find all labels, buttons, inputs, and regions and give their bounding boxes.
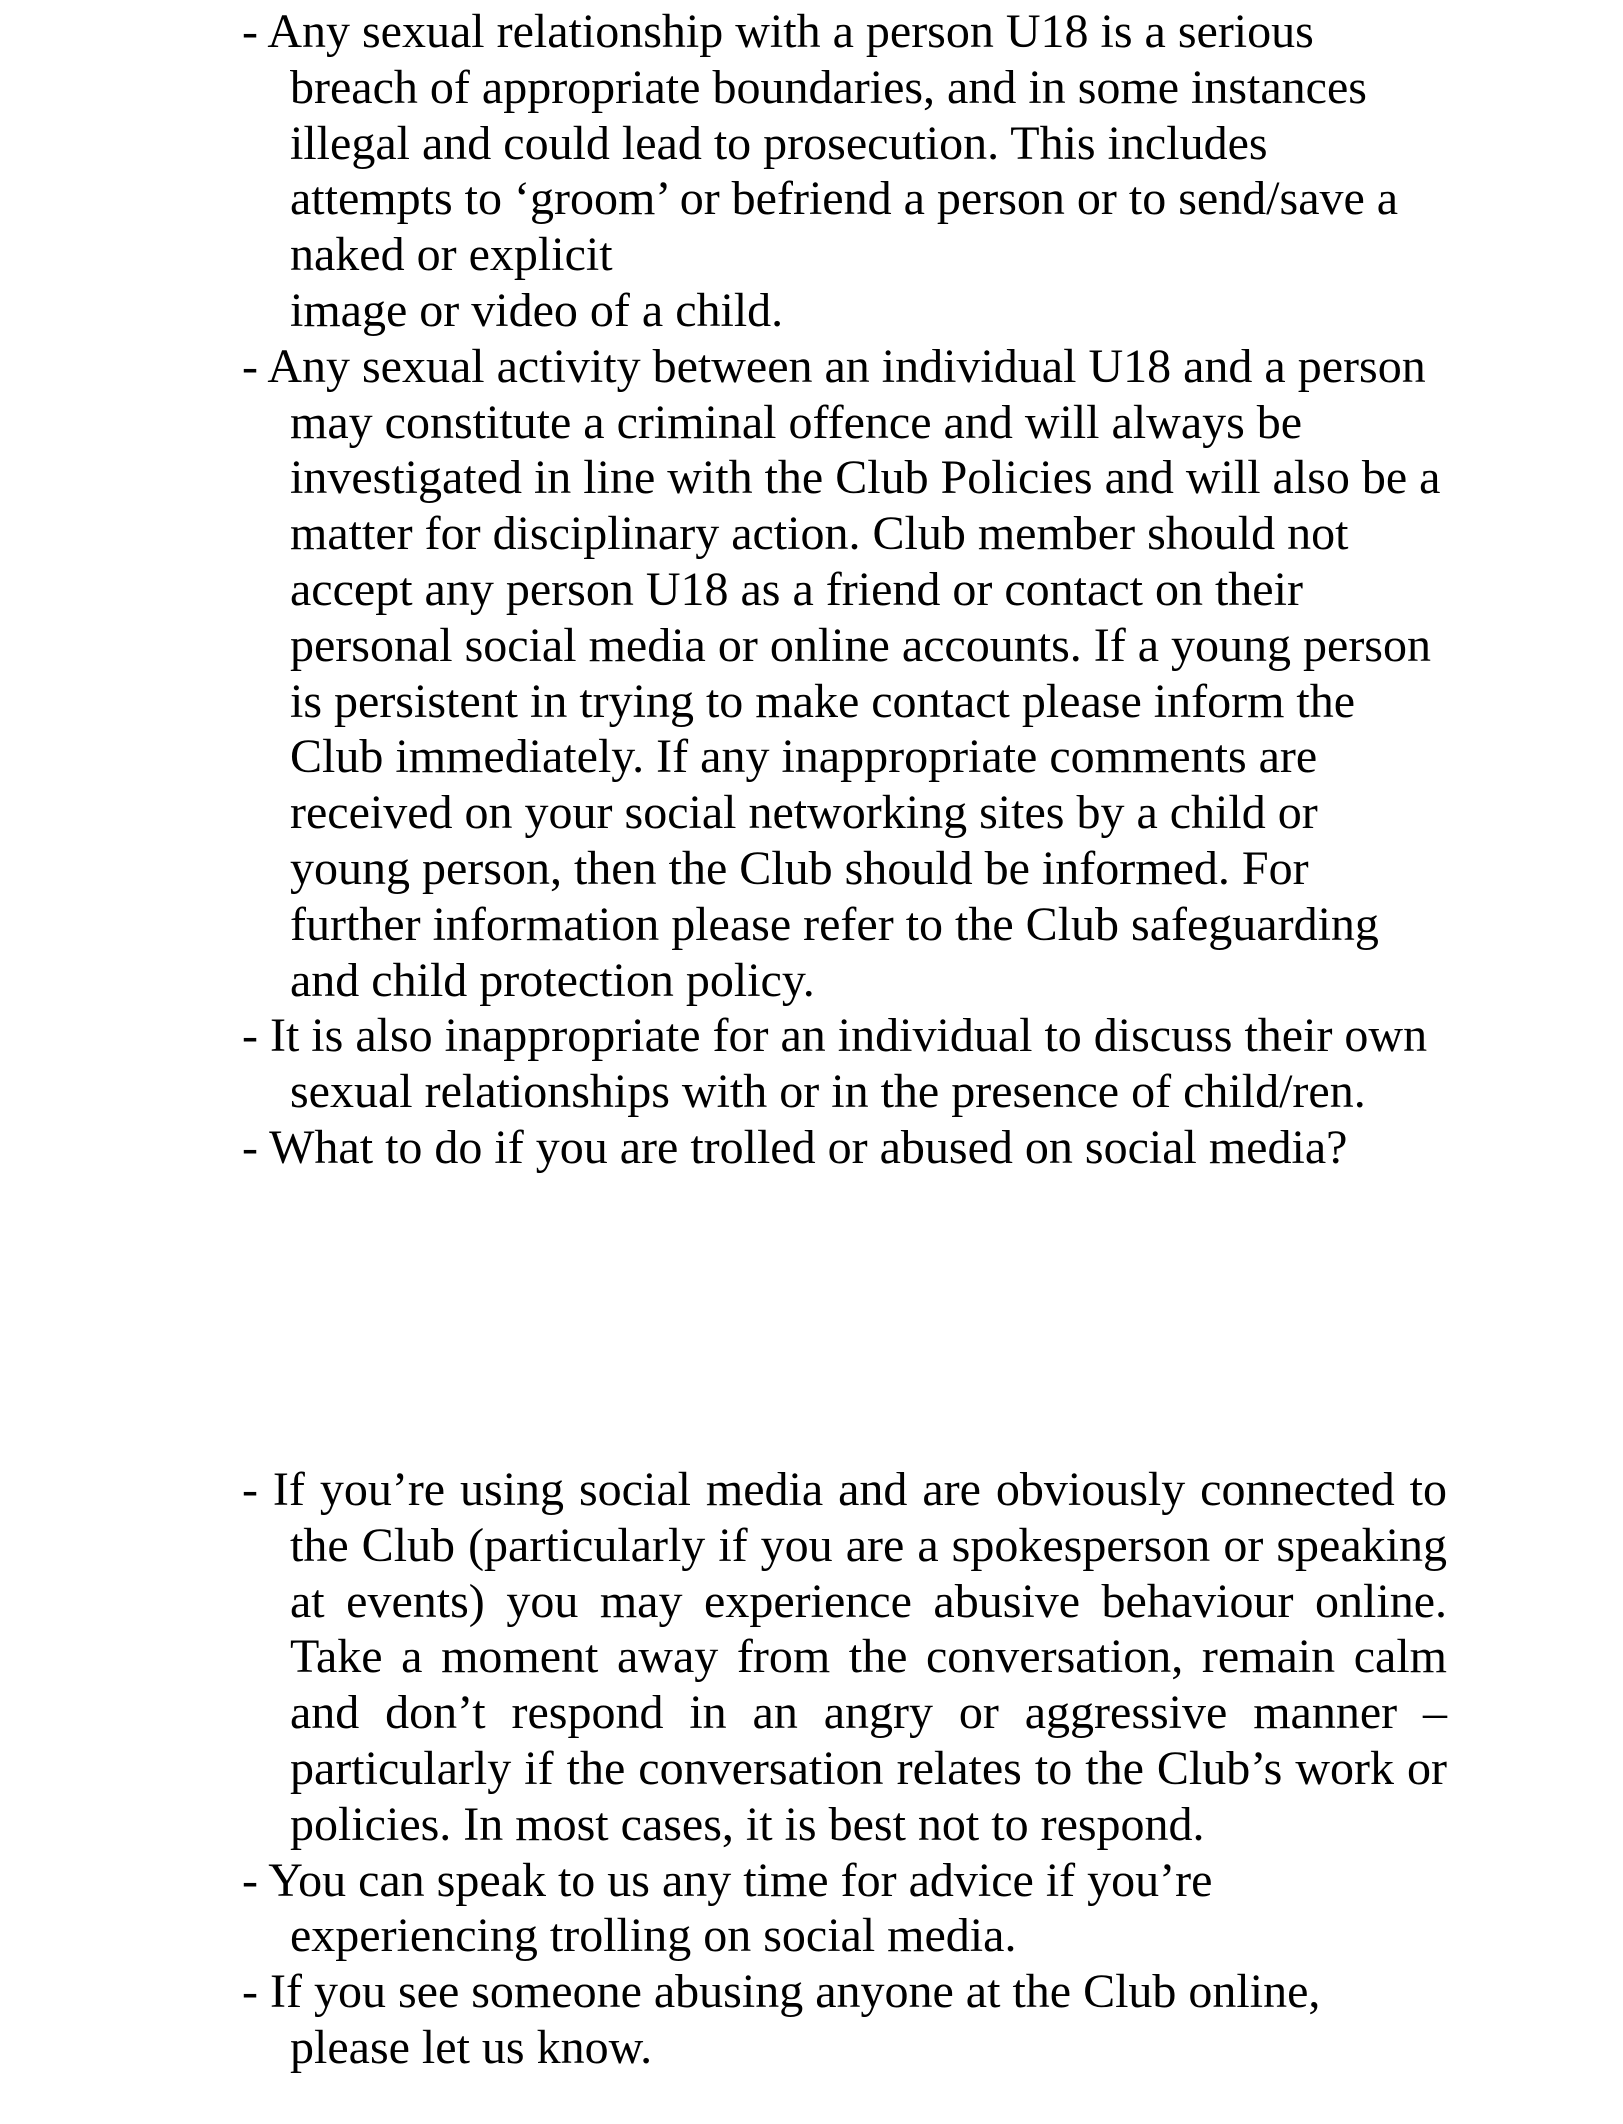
text-line: - What to do if you are trolled or abused on social media?: [242, 1120, 1348, 1174]
text-line: personal social media or online accounts. If a young person: [290, 618, 1431, 672]
text-line: - You can speak to us any time for advice if you’re: [242, 1853, 1213, 1907]
text-line: image or video of a child.: [290, 283, 784, 337]
text-line: - If you’re using social media and are obviously connected to: [242, 1463, 1447, 1516]
text-line: the Club (particularly if you are a spokesperson or speaking: [290, 1518, 1447, 1572]
text-line: - Any sexual relationship with a person U18 is a serious: [242, 5, 1314, 58]
bullet-paragraph: [0, 1008, 1623, 1120]
text-line: please let us know.: [290, 2020, 653, 2074]
text-line: further information please refer to the Club safeguarding: [290, 897, 1379, 951]
text-line: particularly if the conversation relates to the Club’s work or: [290, 1741, 1447, 1795]
text-line: investigated in line with the Club Policies and will also be a: [290, 451, 1441, 505]
text-line: - It is also inappropriate for an individual to discuss their own: [242, 1009, 1428, 1063]
bullet-paragraph: [0, 1853, 1623, 1965]
text-line: received on your social networking sites by a child or: [290, 786, 1318, 840]
text-line: young person, then the Club should be informed. For: [290, 841, 1309, 895]
bullet-paragraph: [0, 4, 1623, 339]
bullet-paragraph: [0, 1964, 1623, 2076]
bullet-paragraph: [0, 1120, 1623, 1176]
text-line: Club immediately. If any inappropriate comments are: [290, 730, 1318, 784]
text-line: Take a moment away from the conversation, remain calm: [290, 1630, 1447, 1684]
text-line: breach of appropriate boundaries, and in some instances: [290, 60, 1367, 114]
text-line: illegal and could lead to prosecution. This includes: [290, 116, 1268, 170]
text-line: experiencing trolling on social media.: [290, 1909, 1017, 1963]
text-line: matter for disciplinary action. Club member should not: [290, 507, 1349, 561]
text-line: sexual relationships with or in the presence of child/ren.: [290, 1065, 1366, 1119]
text-line: and child protection policy.: [290, 953, 815, 1007]
bullet-paragraph: [0, 1462, 1623, 1853]
text-line: and don’t respond in an angry or aggressive manner –: [290, 1686, 1447, 1740]
text-line: policies. In most cases, it is best not to respond.: [290, 1797, 1205, 1851]
text-line: attempts to ‘groom’ or befriend a person or to send/save a: [290, 172, 1399, 226]
section-under-18-safeguarding: [0, 4, 1623, 1176]
text-line: - Any sexual activity between an individual U18 and a person: [242, 339, 1426, 393]
text-line: accept any person U18 as a friend or contact on their: [290, 562, 1303, 616]
section-trolling-advice: [0, 1462, 1623, 2076]
bullet-paragraph: [0, 339, 1623, 1009]
text-line: naked or explicit: [290, 228, 613, 282]
text-line: may constitute a criminal offence and will always be: [290, 395, 1303, 449]
text-line: at events) you may experience abusive behaviour online.: [290, 1574, 1447, 1628]
text-line: - If you see someone abusing anyone at the Club online,: [242, 1965, 1321, 2019]
text-line: is persistent in trying to make contact please inform the: [290, 674, 1356, 728]
